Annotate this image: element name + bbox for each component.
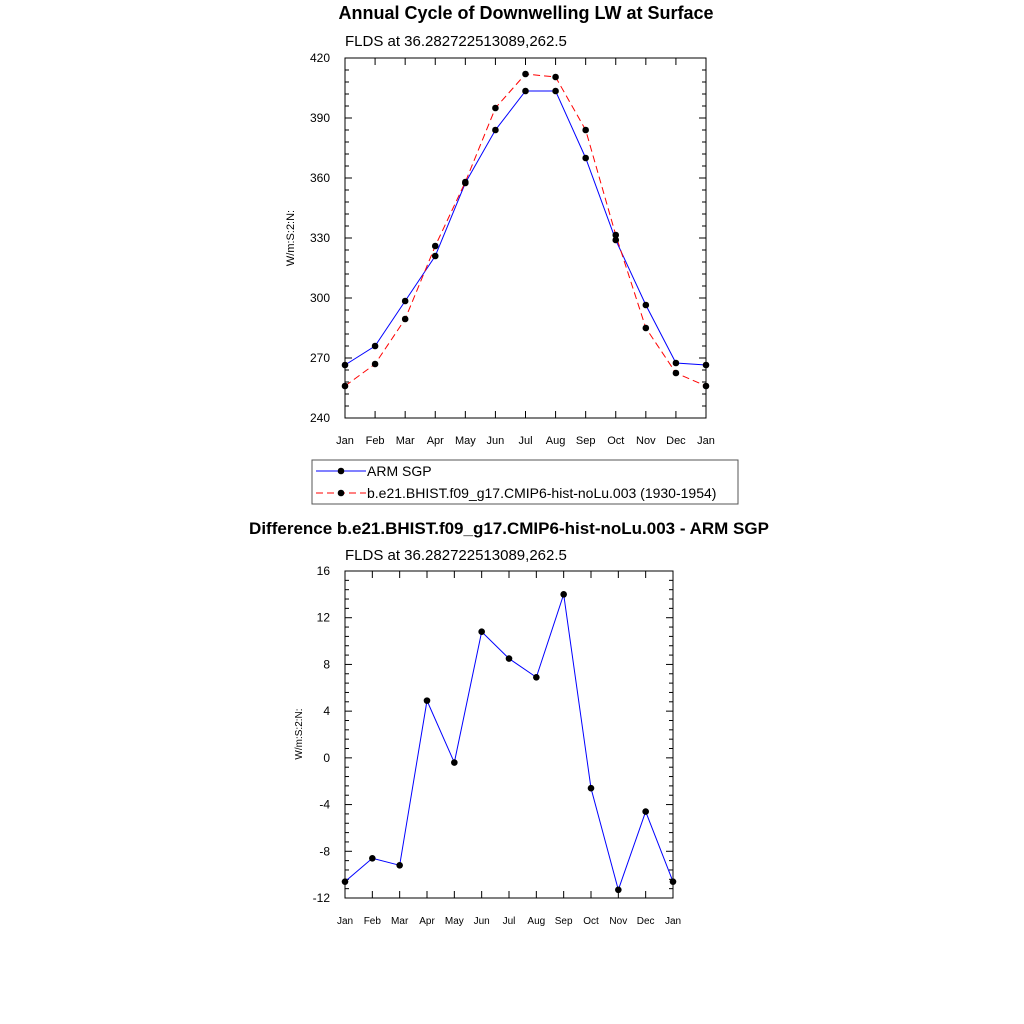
- chart1-legend: [312, 460, 738, 504]
- chart2-title: Difference b.e21.BHIST.f09_g17.CMIP6-hist-noLu.003 - ARM SGP: [249, 519, 769, 538]
- chart-difference: [249, 519, 769, 927]
- chart1-point-0-6: [522, 88, 529, 95]
- chart1-xtick-label: Sep: [575, 435, 596, 447]
- chart2-xtick-label: Dec: [636, 916, 655, 927]
- chart2-point-0-0: [342, 878, 349, 885]
- chart2-xtick-label: Jul: [502, 916, 516, 927]
- chart1-plot-frame: [345, 58, 706, 418]
- chart2-ytick-label: 8: [323, 657, 330, 672]
- chart1-xtick-label: May: [454, 435, 476, 447]
- chart1-ytick-label: 420: [309, 51, 330, 65]
- chart1-xtick-label: Dec: [666, 435, 686, 447]
- chart1-point-1-1: [372, 361, 379, 368]
- chart2-plot-frame: [345, 571, 673, 898]
- chart1-subtitle: FLDS at 36.282722513089,262.5: [345, 33, 567, 50]
- chart2-point-0-9: [588, 785, 595, 792]
- chart2-point-0-7: [533, 674, 540, 681]
- chart1-ytick-label: 330: [309, 231, 330, 245]
- legend-label-arm: ARM SGP: [367, 463, 432, 479]
- chart1-xtick-label: Feb: [365, 435, 385, 447]
- chart1-point-1-11: [673, 370, 680, 377]
- chart2-xtick-label: Jan: [664, 916, 682, 927]
- chart2-ytick-label: -4: [319, 797, 330, 812]
- chart2-ytick-label: 12: [316, 610, 330, 625]
- chart2-ytick-label: 4: [323, 704, 330, 719]
- chart1-xtick-label: Oct: [607, 435, 625, 447]
- chart1-point-1-5: [492, 105, 499, 112]
- chart1-point-1-8: [582, 127, 589, 134]
- chart2-xtick-label: Nov: [609, 916, 628, 927]
- chart1-point-1-2: [402, 316, 409, 323]
- chart1-xtick-label: Jun: [486, 435, 505, 447]
- chart1-xtick-label: Apr: [426, 435, 444, 447]
- legend-marker-model: [338, 490, 345, 497]
- chart1-point-1-0: [342, 383, 349, 390]
- chart1-point-1-7: [552, 74, 559, 81]
- chart1-point-1-6: [522, 71, 529, 78]
- chart1-ytick-label: 270: [309, 351, 330, 365]
- legend-marker-arm: [338, 468, 345, 475]
- chart1-series-line-1: [345, 74, 706, 386]
- chart-annual-cycle: [285, 3, 738, 504]
- chart2-ytick-label: 0: [323, 750, 330, 765]
- chart1-point-0-12: [703, 362, 710, 369]
- chart2-subtitle: FLDS at 36.282722513089,262.5: [345, 547, 567, 564]
- chart1-xtick-label: Nov: [636, 435, 656, 447]
- chart2-point-0-10: [615, 887, 622, 894]
- chart2-ytick-label: 16: [316, 564, 330, 578]
- chart2-xtick-label: Sep: [554, 916, 573, 927]
- legend-label-model: b.e21.BHIST.f09_g17.CMIP6-hist-noLu.003 (1930-1954): [367, 485, 717, 501]
- chart1-point-0-2: [402, 298, 409, 305]
- chart1-xtick-label: Jul: [518, 435, 533, 447]
- chart2-ylabel: W/m:S:2:N:: [294, 708, 305, 760]
- chart2-point-0-2: [396, 862, 403, 869]
- chart1-ytick-label: 390: [309, 111, 330, 125]
- chart2-xtick-label: Jun: [473, 916, 490, 927]
- chart2-xtick-label: Oct: [583, 916, 599, 927]
- chart1-xtick-label: Jan: [697, 435, 715, 447]
- chart2-xtick-label: Feb: [363, 916, 381, 927]
- chart1-point-0-10: [643, 302, 650, 309]
- chart2-point-0-11: [642, 808, 649, 815]
- chart1-point-0-1: [372, 343, 379, 350]
- chart2-point-0-5: [478, 628, 485, 635]
- chart2-xtick-label: May: [444, 916, 464, 927]
- chart2-point-0-8: [560, 591, 567, 598]
- chart1-point-0-8: [582, 155, 589, 162]
- chart2-ytick-label: -8: [319, 844, 330, 859]
- chart2-point-0-6: [506, 655, 513, 662]
- chart1-point-1-10: [643, 325, 650, 332]
- chart1-point-0-0: [342, 362, 349, 369]
- chart2-xtick-label: Apr: [419, 916, 435, 927]
- legend-item-model: [316, 485, 716, 501]
- chart2-point-0-3: [424, 697, 431, 704]
- chart1-point-0-11: [673, 360, 680, 367]
- chart1-point-0-3: [432, 253, 439, 260]
- chart2-ytick-label: -12: [312, 891, 330, 905]
- chart1-ytick-label: 300: [309, 291, 330, 305]
- chart2-point-0-1: [369, 855, 376, 862]
- chart1-ylabel: W/m:S:2:N:: [285, 209, 297, 267]
- chart2-point-0-4: [451, 759, 458, 766]
- chart1-point-1-3: [432, 243, 439, 250]
- chart2-xtick-label: Aug: [527, 916, 546, 927]
- chart2-xtick-label: Mar: [391, 916, 409, 927]
- chart1-ytick-label: 240: [309, 411, 330, 425]
- chart1-title: Annual Cycle of Downwelling LW at Surface: [338, 3, 714, 23]
- chart1-xtick-label: Jan: [336, 435, 354, 447]
- chart1-point-1-4: [462, 179, 469, 186]
- chart1-point-1-12: [703, 383, 710, 390]
- chart2-series-line-0: [345, 594, 673, 889]
- chart1-point-0-7: [552, 88, 559, 95]
- chart1-point-0-5: [492, 127, 499, 134]
- chart1-xtick-label: Mar: [395, 435, 415, 447]
- chart2-point-0-12: [670, 878, 677, 885]
- chart1-ytick-label: 360: [309, 171, 330, 185]
- chart2-xtick-label: Jan: [336, 916, 354, 927]
- chart1-point-1-9: [612, 232, 619, 239]
- chart1-xtick-label: Aug: [545, 435, 566, 447]
- chart1-series-line-0: [345, 91, 706, 365]
